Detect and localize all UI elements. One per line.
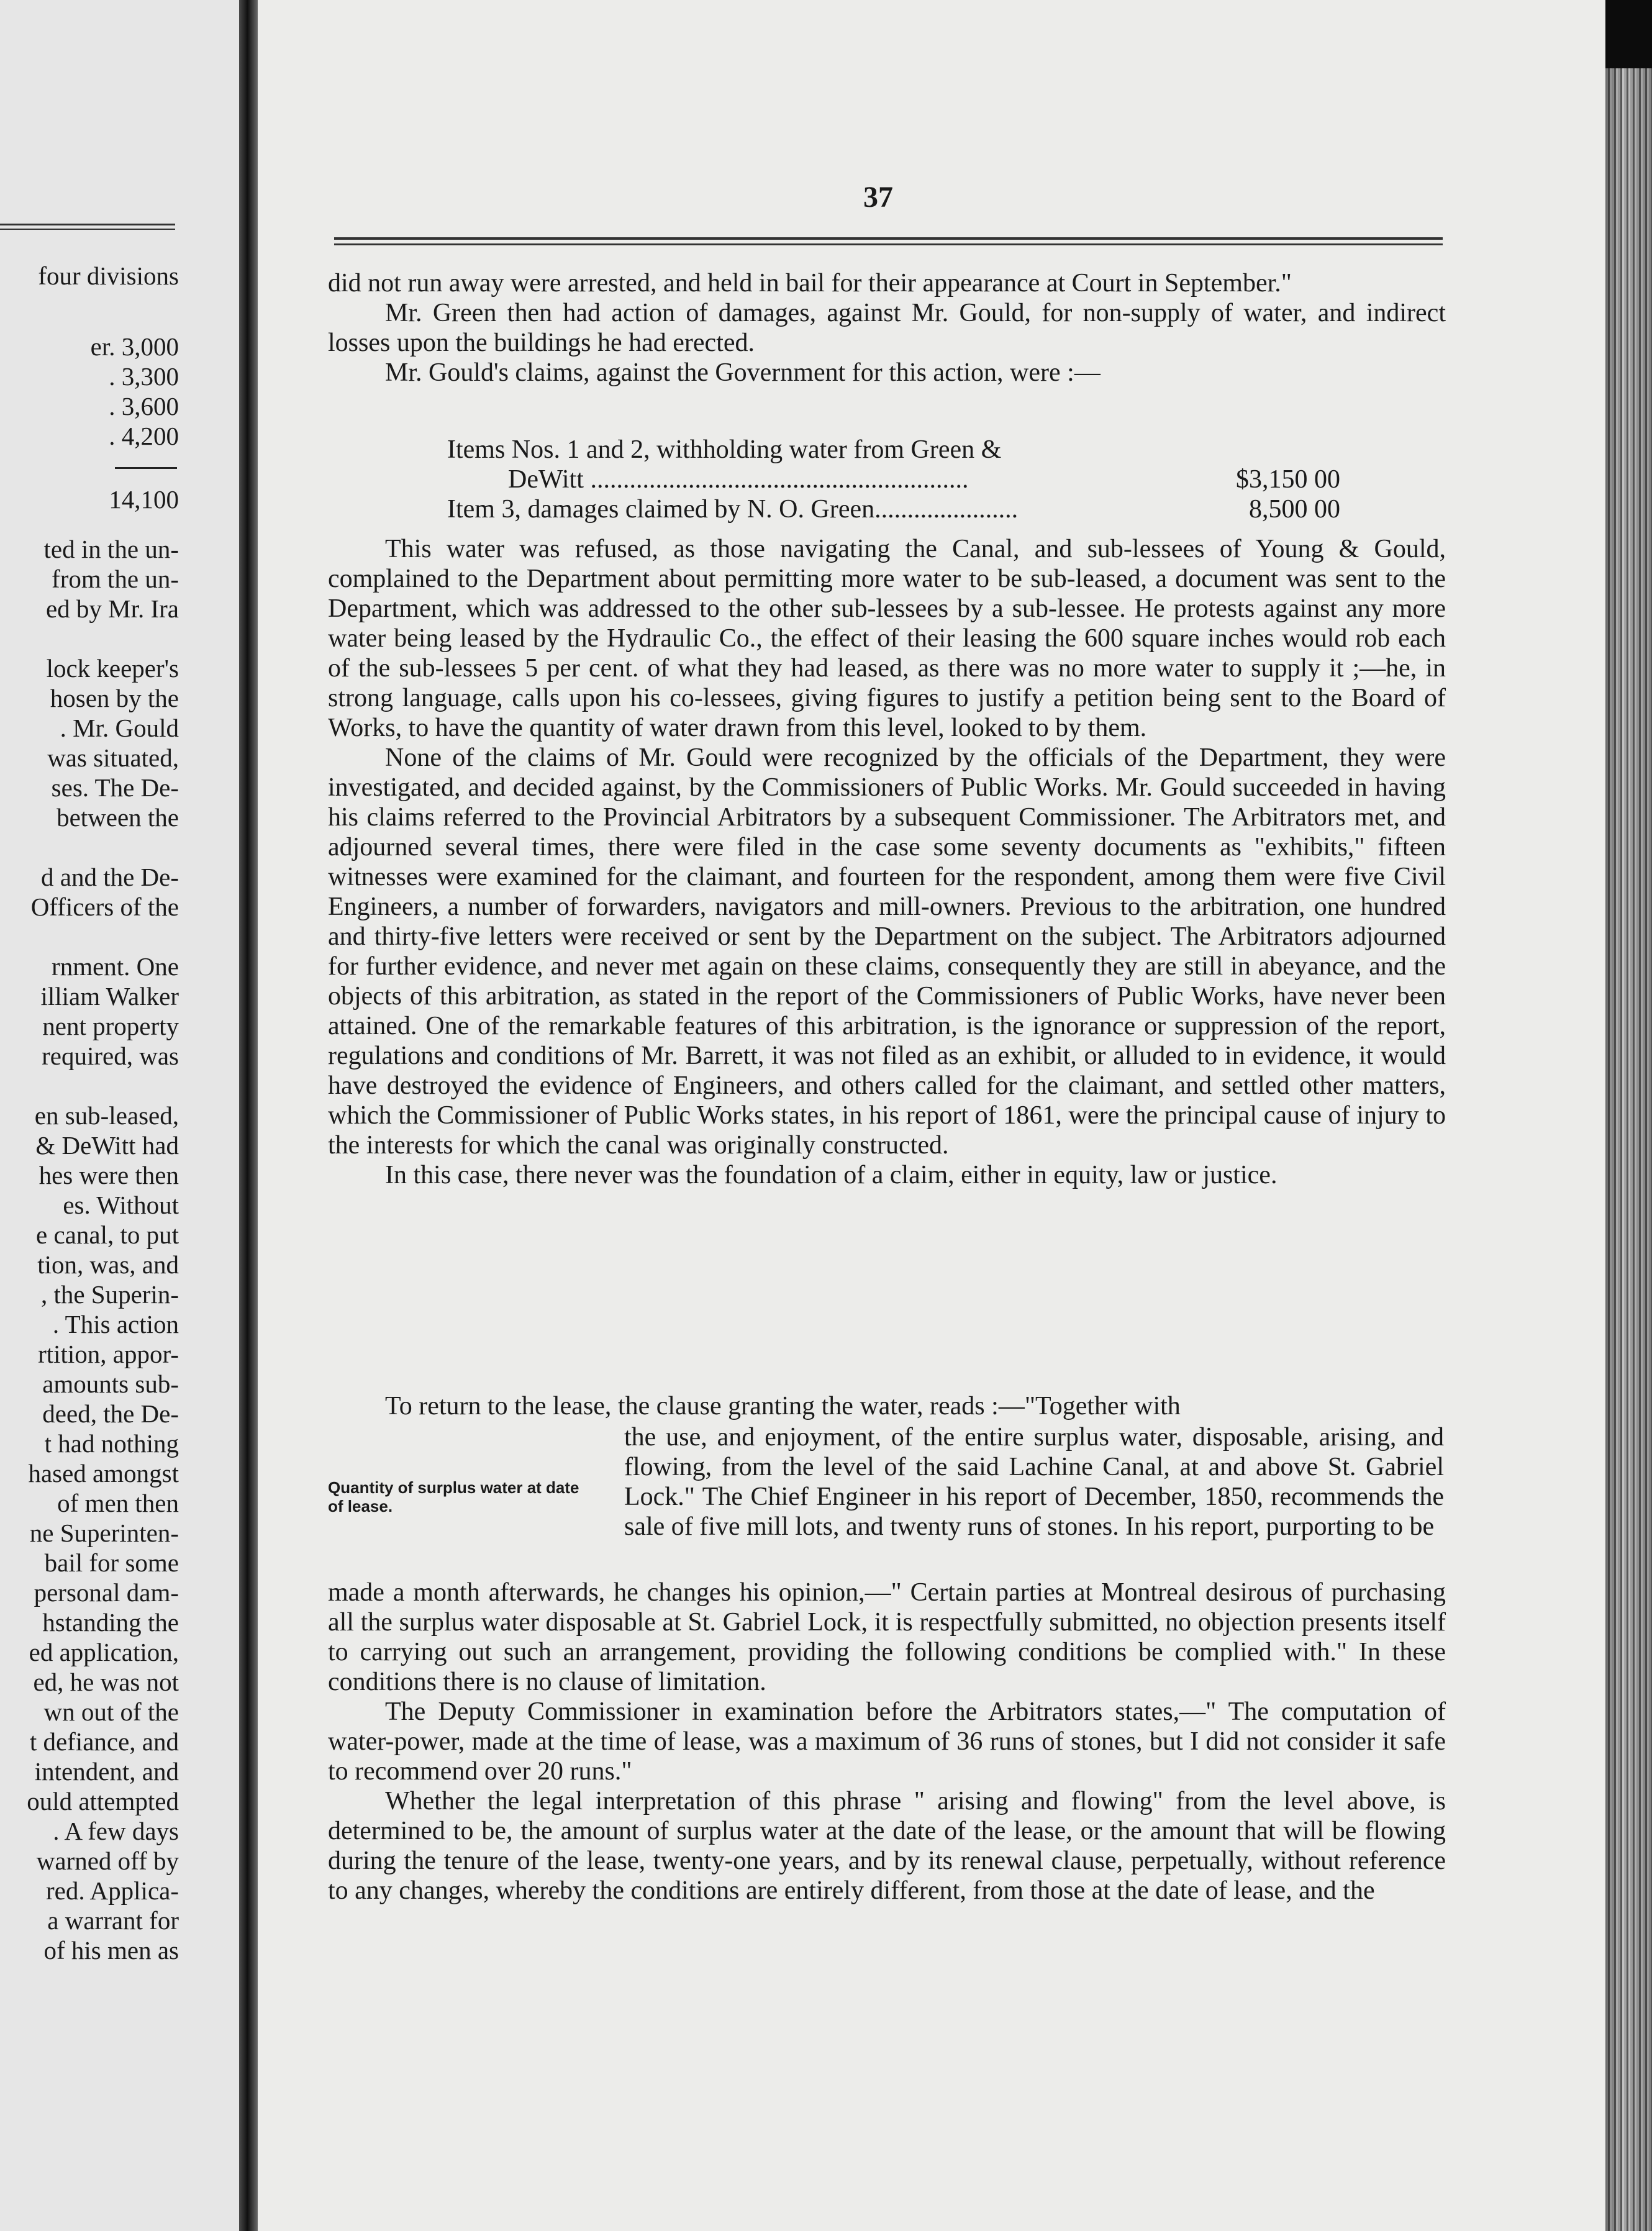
left-page-line: hosen by the	[50, 684, 179, 712]
left-page-line: rnment. One	[52, 952, 179, 981]
left-page-line: red. Applica-	[45, 1876, 179, 1905]
left-page-line: illiam Walker	[40, 982, 179, 1011]
left-page-line: hstanding the	[42, 1608, 179, 1637]
paragraph: In this case, there never was the foundation of a claim, either in equity, law or justice.	[385, 1161, 1278, 1189]
left-page-line: ed, he was not	[33, 1668, 179, 1696]
paragraph: made a month afterwards, he changes his opinion,—" Certain parties at Montreal desirous of purchasing all the surplus water disposable at St. Gabriel Lock, it is respectfully submitted, no objection presents itself to carrying out such an arrangement, providing the following conditions be complied with." In these conditions there is no clause of limitation.	[328, 1578, 1446, 1696]
left-page-line: warned off by	[36, 1847, 179, 1875]
left-page-line: en sub-leased,	[34, 1101, 179, 1130]
left-page-line: was situated,	[47, 743, 179, 772]
left-page-line: , the Superin-	[40, 1280, 179, 1309]
claim-row	[328, 494, 1446, 524]
left-heading-fragment: four divisions	[38, 261, 179, 290]
left-page-line: bail for some	[44, 1548, 179, 1577]
lease-quote	[624, 1422, 1444, 1542]
claims-list	[328, 435, 1446, 524]
left-total-rule	[115, 467, 177, 469]
body-text	[328, 534, 1446, 1190]
left-page-line: ould attempted	[27, 1787, 179, 1815]
claim-amount: $3,150 00	[1236, 465, 1340, 494]
left-page-line: deed, the De-	[42, 1399, 179, 1428]
left-page-line: of men then	[57, 1489, 179, 1517]
left-page-line: & DeWitt had	[35, 1131, 179, 1160]
left-page-rule	[0, 224, 175, 230]
left-page-line: personal dam-	[34, 1578, 179, 1607]
left-page-line: lock keeper's	[46, 654, 179, 683]
left-figure: . 3,300	[109, 362, 179, 391]
left-page-line: ses. The De-	[51, 773, 179, 802]
left-page-line: amounts sub-	[42, 1370, 179, 1398]
paragraph: Mr. Gould's claims, against the Government for this action, were :—	[385, 358, 1101, 387]
left-page-line: ed application,	[29, 1638, 179, 1666]
opening-text	[328, 268, 1446, 388]
left-page-line: of his men as	[43, 1936, 179, 1965]
claim-label: Items Nos. 1 and 2, withholding water from Green &	[447, 435, 1002, 464]
left-page-line: hased amongst	[28, 1459, 179, 1488]
left-page-line: rtition, appor-	[38, 1340, 179, 1368]
lease-intro	[328, 1391, 1446, 1421]
paragraph: None of the claims of Mr. Gould were recognized by the officials of the Department, they were investigated, and decided against, by the Commissioners of Public Works. Mr. Gould succeeded in having his claims referred to the Provincial Arbitrators by a subsequent Commissioner. The Arbitrators met, and adjourned several times, there were filed in the case some seventy documents as "exhibits," fifteen witnesses were examined for the claimant, and fourteen for the respondent, among them were five Civil Engineers, a number of forwarders, navigators and mill-owners. Previous to the arbitration, one hundred and thirty-five letters were received or sent by the Department on the subject. The Arbitrators adjourned for further evidence, and never met again on these claims, consequently they are still in abeyance, and the objects of this arbitration, as stated in the report of the Commissioners of Public Works, have never been attained. One of the remarkable features of this arbitration, is the ignorance or suppression of the report, regulations and conditions of Mr. Barrett, it was not filed as an exhibit, or alluded to in evidence, it would have destroyed the evidence of Engineers, and others called for the claimant, and settled other matters, which the Commissioner of Public Works states, in his report of 1861, were the principal cause of injury to the interests for which the canal was originally constructed.	[328, 743, 1446, 1160]
left-page-line: d and the De-	[41, 863, 179, 891]
paragraph: Whether the legal interpretation of this phrase " arising and flowing" from the level above, is determined to be, the amount of surplus water at the date of the lease, or the amount that will be flowing during the tenure of the lease, twenty-one years, and by its renewal clause, perpetually, without reference to any changes, whereby the conditions are entirely different, from those at the date of lease, and the	[328, 1787, 1446, 1905]
left-page-line: tion, was, and	[37, 1250, 179, 1279]
claim-amount: 8,500 00	[1249, 495, 1340, 524]
paragraph: This water was refused, as those navigating the Canal, and sub-lessees of Young & Gould, complained to the Department about permitting more water to be sub-leased, a document was sent to the Department, which was addressed to the other sub-lessees by a sub-lessee. He protests against any more water being leased by the Hydraulic Co., the effect of their leasing the 600 square inches would rob each of the sub-lessees 5 per cent. of what they had leased, as there was no more water to supply it ;—he, in strong language, calls upon his co-lessees, giving figures to justify a petition being sent to the Board of Works, to have the quantity of water drawn from this level, looked to by them.	[328, 535, 1446, 742]
claim-row	[328, 435, 1446, 465]
paragraph: Mr. Green then had action of damages, against Mr. Gould, for non-supply of water, and indirect losses upon the buildings he had erected.	[328, 299, 1446, 357]
left-figure: . 3,600	[109, 392, 179, 420]
paragraph: the use, and enjoyment, of the entire surplus water, disposable, arising, and flowing, from the level of the said Lachine Canal, at and above St. Gabriel Lock." The Chief Engineer in his report of December, 1850, recommends the sale of five mill lots, and twenty runs of stones. In his report, purporting to be	[624, 1423, 1444, 1541]
left-page-line: required, was	[42, 1042, 179, 1070]
left-page-line: intendent, and	[34, 1757, 179, 1786]
left-page-line: t had nothing	[44, 1429, 179, 1458]
left-page-line: ted in the un-	[43, 535, 179, 563]
left-page-line: a warrant for	[47, 1906, 179, 1935]
paragraph: To return to the lease, the clause granting the water, reads :—"Together with	[385, 1392, 1181, 1420]
closing-text	[328, 1578, 1446, 1906]
left-page-line: from the un-	[52, 565, 179, 593]
left-page-line: . This action	[52, 1310, 179, 1338]
book-top-corner	[1605, 0, 1652, 68]
paragraph: The Deputy Commissioner in examination before the Arbitrators states,—" The computation of water-power, made at the time of lease, was a maximum of 36 runs of stones, but I did not consider it safe to recommend over 20 runs."	[328, 1697, 1446, 1786]
left-page-line: nent property	[42, 1012, 179, 1040]
left-page-line: wn out of the	[43, 1697, 179, 1726]
left-page-line: es. Without	[63, 1191, 179, 1219]
book-edge-shadow	[1605, 0, 1652, 2231]
left-page-line: . Mr. Gould	[60, 714, 179, 742]
page-number: 37	[863, 181, 893, 214]
paragraph: did not run away were arrested, and held in bail for their appearance at Court in September."	[328, 269, 1292, 298]
left-page-line: hes were then	[39, 1161, 179, 1189]
left-page-line: ne Superinten-	[29, 1519, 179, 1547]
claim-label: Item 3, damages claimed by N. O. Green......................	[447, 495, 1019, 524]
left-page-line: between the	[57, 803, 179, 832]
margin-note: Quantity of surplus water at date of lease.	[328, 1478, 579, 1515]
left-page	[0, 0, 248, 2231]
left-page-line: e canal, to put	[36, 1220, 179, 1249]
left-page-line: t defiance, and	[29, 1727, 179, 1756]
claim-row	[328, 465, 1446, 494]
header-rule-bottom	[334, 243, 1443, 245]
claim-label-cont: DeWitt ..........................................................	[508, 465, 969, 494]
left-page-line: Officers of the	[30, 893, 179, 921]
left-figure: . 4,200	[109, 422, 179, 450]
left-figure: er. 3,000	[90, 332, 179, 361]
left-total: 14,100	[109, 485, 179, 514]
page-gutter	[239, 0, 258, 2231]
left-page-line: . A few days	[53, 1817, 179, 1845]
left-page-line: ed by Mr. Ira	[45, 594, 179, 623]
header-rule-top	[334, 237, 1443, 240]
